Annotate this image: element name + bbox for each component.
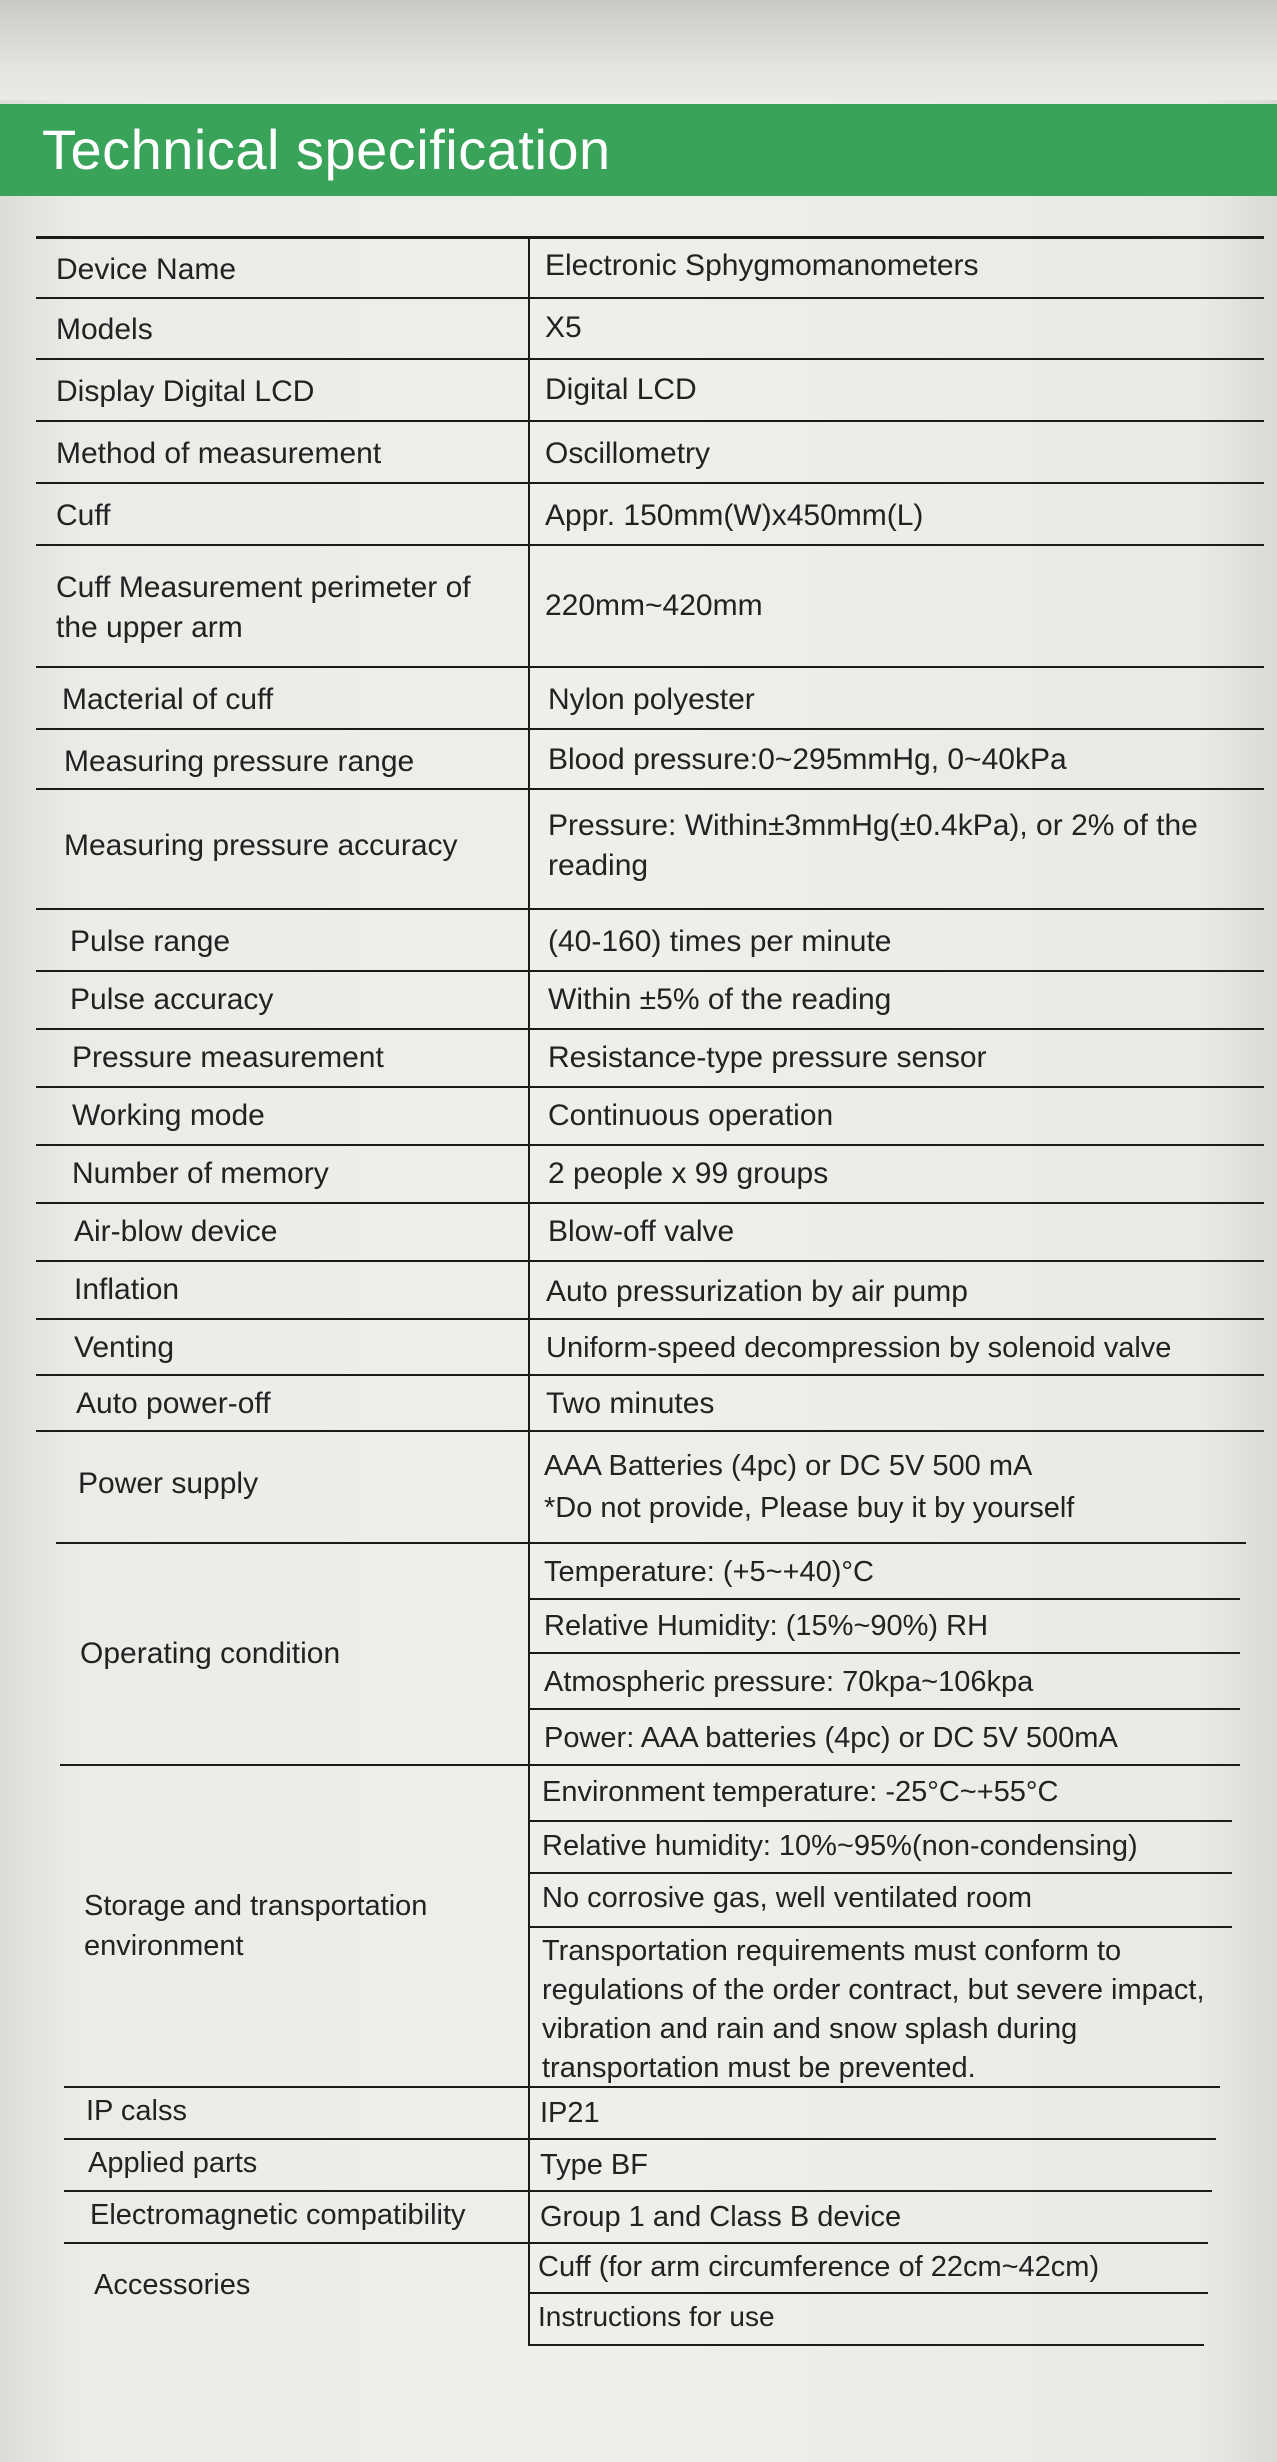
row-value-auto-power-off: Two minutes [546, 1387, 715, 1420]
row-rule [36, 1086, 1264, 1088]
row-value-pulse-range: (40-160) times per minute [548, 925, 892, 958]
sub-row-rule [528, 2292, 1208, 2294]
row-value-power-supply-line1: AAA Batteries (4pc) or DC 5V 500 mA [544, 1450, 1033, 1482]
accessories-value-instructions: Instructions for use [538, 2301, 775, 2332]
row-label-display: Display Digital LCD [56, 375, 315, 408]
row-rule [36, 1430, 1264, 1432]
row-value-venting: Uniform-speed decompression by solenoid valve [546, 1332, 1172, 1364]
row-rule [64, 2138, 1216, 2140]
operating-value-atmospheric-pressure: Atmospheric pressure: 70kpa~106kpa [544, 1666, 1034, 1698]
row-value-method: Oscillometry [545, 437, 711, 470]
row-rule [36, 1028, 1264, 1030]
row-value-display: Digital LCD [545, 373, 697, 406]
row-rule [64, 2190, 1212, 2192]
row-label-venting: Venting [74, 1331, 175, 1364]
label-text: Cuff Measurement perimeter of the upper arm [56, 571, 471, 644]
row-rule [36, 1144, 1264, 1146]
table-bottom-rule [528, 2344, 1204, 2346]
row-rule [36, 358, 1264, 360]
row-label-storage [84, 1884, 504, 1968]
operating-value-humidity: Relative Humidity: (15%~90%) RH [544, 1610, 989, 1642]
row-label-method: Method of measurement [56, 437, 382, 470]
row-value-pulse-accuracy: Within ±5% of the reading [548, 983, 892, 1016]
sub-row-rule [528, 1652, 1240, 1654]
value-text: Transportation requirements must conform to regulations of the order contract, but severe impact, vibration and rain and snow splash during transportation must be prevented. [542, 1935, 1205, 2084]
storage-value-humidity: Relative humidity: 10%~95%(non-condensing) [542, 1830, 1138, 1862]
row-label-pressure-range: Measuring pressure range [64, 745, 415, 778]
sub-row-rule [528, 1926, 1232, 1928]
row-label-cuff-material: Macterial of cuff [62, 683, 274, 716]
row-label-memory: Number of memory [72, 1157, 329, 1190]
row-label-ip-class: IP calss [86, 2095, 188, 2127]
box-top-edge [0, 0, 1277, 110]
row-label-working-mode: Working mode [72, 1099, 265, 1132]
sub-row-rule [528, 1872, 1232, 1874]
row-label-pulse-range: Pulse range [70, 925, 231, 958]
row-value-applied-parts: Type BF [540, 2149, 648, 2181]
row-label-pressure-accuracy: Measuring pressure accuracy [64, 829, 458, 862]
row-value-emc: Group 1 and Class B device [540, 2201, 902, 2233]
table-top-rule [36, 236, 1264, 239]
row-value-air-blow: Blow-off valve [548, 1215, 735, 1248]
row-rule [36, 970, 1264, 972]
row-label-cuff-perimeter [56, 560, 496, 656]
row-value-ip-class: IP21 [540, 2097, 600, 2129]
row-value-device-name: Electronic Sphygmomanometers [545, 249, 979, 282]
row-rule [36, 482, 1264, 484]
row-label-applied-parts: Applied parts [88, 2147, 258, 2179]
row-value-inflation: Auto pressurization by air pump [546, 1275, 968, 1308]
sub-row-rule [528, 1820, 1232, 1822]
row-rule [36, 788, 1264, 790]
row-value-pressure-range: Blood pressure:0~295mmHg, 0~40kPa [548, 743, 1067, 776]
row-label-air-blow: Air-blow device [74, 1215, 278, 1248]
row-rule [64, 2242, 1208, 2244]
row-label-operating-condition: Operating condition [80, 1637, 341, 1670]
row-rule [36, 908, 1264, 910]
row-rule [36, 1260, 1264, 1262]
row-value-pressure-measurement: Resistance-type pressure sensor [548, 1041, 987, 1074]
row-label-emc: Electromagnetic compatibility [90, 2199, 466, 2231]
row-rule [36, 666, 1264, 668]
storage-value-gas: No corrosive gas, well ventilated room [542, 1882, 1032, 1914]
row-label-accessories: Accessories [94, 2269, 251, 2301]
row-rule [56, 1542, 1246, 1544]
row-label-auto-power-off: Auto power-off [76, 1387, 271, 1420]
operating-value-power: Power: AAA batteries (4pc) or DC 5V 500mA [544, 1722, 1118, 1754]
row-value-working-mode: Continuous operation [548, 1099, 834, 1132]
row-label-power-supply: Power supply [78, 1467, 259, 1500]
sub-row-rule [528, 1598, 1240, 1600]
row-label-device-name: Device Name [56, 253, 237, 286]
row-value-models: X5 [545, 311, 582, 344]
row-rule [64, 2086, 1220, 2088]
row-label-pressure-measurement: Pressure measurement [72, 1041, 384, 1074]
row-value-cuff-perimeter: 220mm~420mm [545, 589, 763, 622]
sub-row-rule [528, 1708, 1240, 1710]
value-text: Pressure: Within±3mmHg(±0.4kPa), or 2% of the reading [548, 809, 1198, 882]
row-rule [36, 420, 1264, 422]
row-value-memory: 2 people x 99 groups [548, 1157, 829, 1190]
row-rule [36, 544, 1264, 546]
page-title: Technical specification [42, 118, 611, 181]
accessories-value-cuff: Cuff (for arm circumference of 22cm~42cm) [538, 2251, 1100, 2283]
row-label-cuff: Cuff [56, 499, 111, 532]
storage-value-temperature: Environment temperature: -25°C~+55°C [542, 1776, 1059, 1808]
row-rule [60, 1764, 1240, 1766]
label-text: Storage and transportation environment [84, 1890, 428, 1962]
storage-value-transport [542, 1930, 1232, 2090]
row-rule [36, 728, 1264, 730]
row-rule [36, 1374, 1264, 1376]
row-label-inflation: Inflation [74, 1273, 180, 1306]
row-rule [36, 1318, 1264, 1320]
row-rule [36, 297, 1264, 299]
row-rule [36, 1202, 1264, 1204]
row-label-models: Models [56, 313, 153, 346]
operating-value-temperature: Temperature: (+5~+40)°C [544, 1556, 874, 1588]
row-value-power-supply-line2: *Do not provide, Please buy it by yourself [544, 1492, 1075, 1524]
row-value-pressure-accuracy [548, 800, 1248, 892]
row-value-cuff: Appr. 150mm(W)x450mm(L) [545, 499, 924, 532]
row-value-cuff-material: Nylon polyester [548, 683, 755, 716]
row-label-pulse-accuracy: Pulse accuracy [70, 983, 274, 1016]
